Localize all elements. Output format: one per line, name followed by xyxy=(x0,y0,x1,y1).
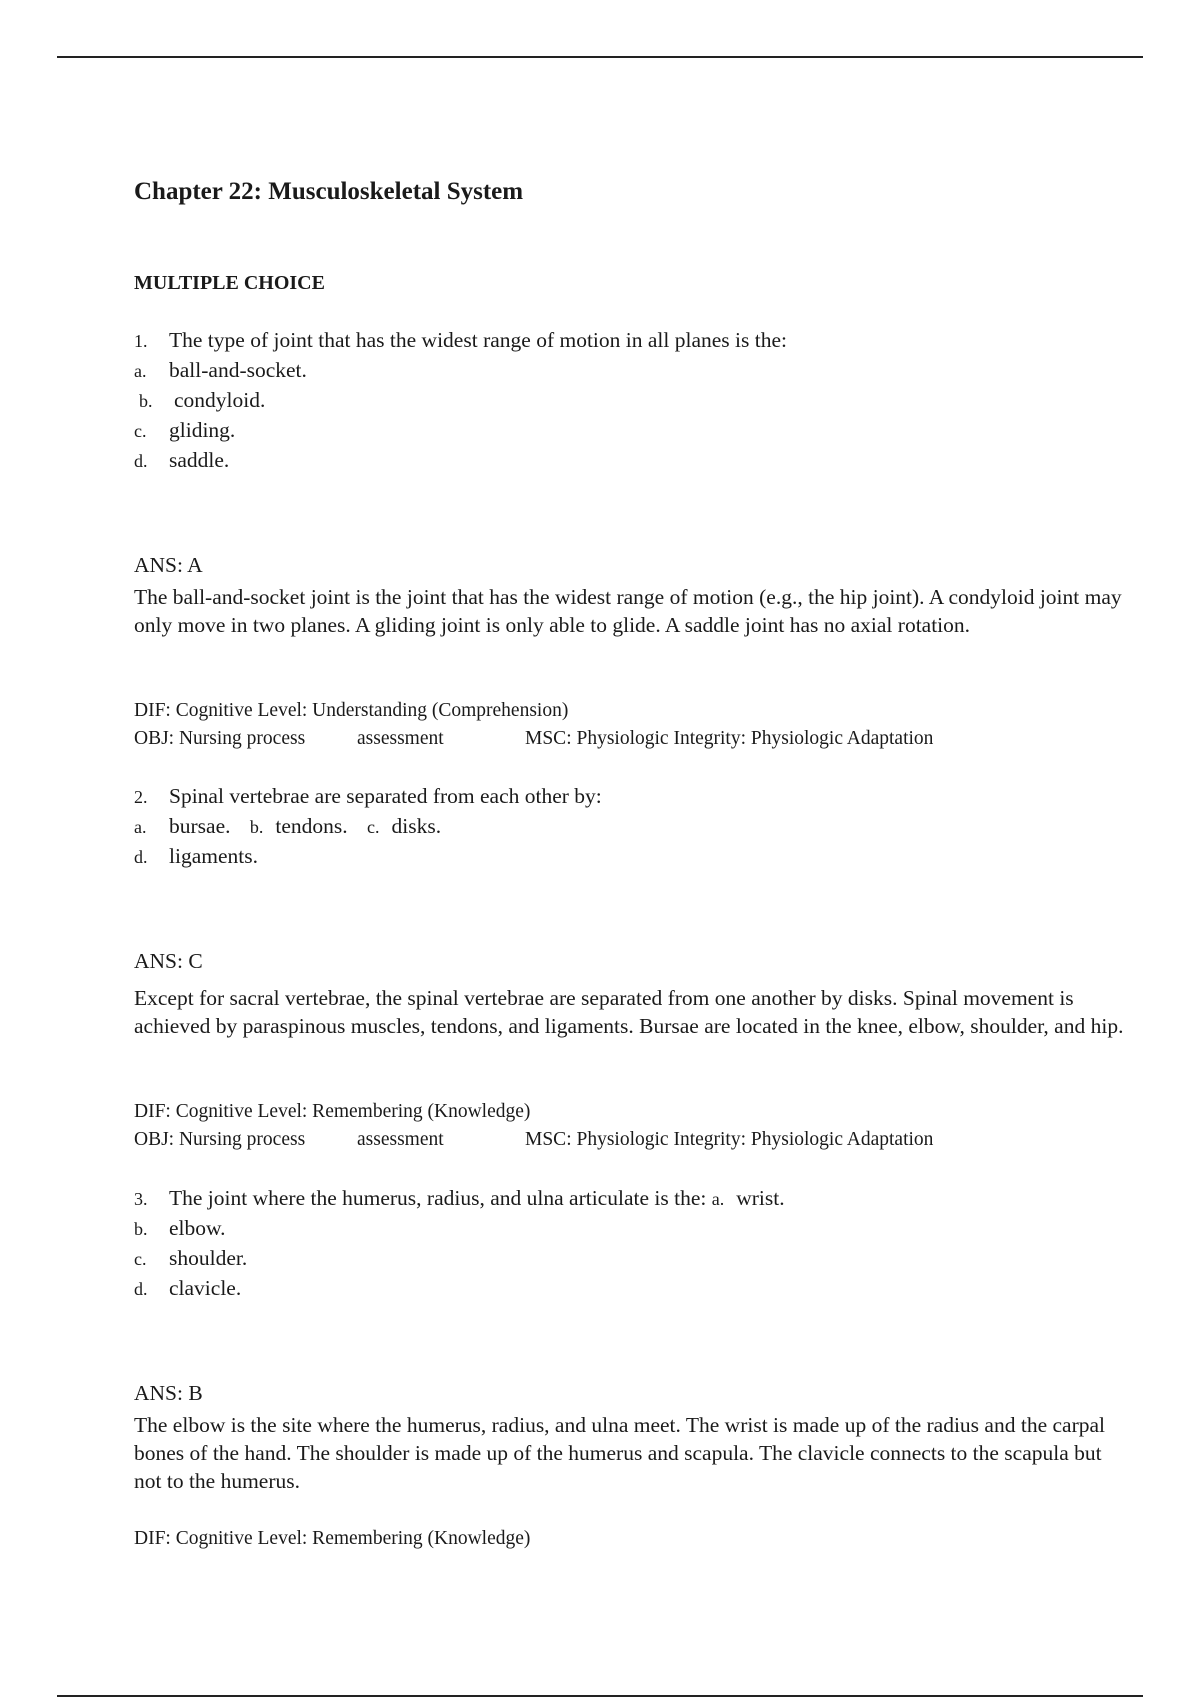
dif-2: DIF: Cognitive Level: Remembering (Knowledge) xyxy=(134,1101,531,1122)
bottom-rule xyxy=(57,1695,1143,1697)
question-3-stem: 3. The joint where the humerus, radius, and ulna articulate is the: a. wrist. xyxy=(134,1186,785,1210)
question-number: 2. xyxy=(134,787,148,807)
option-d: d. clavicle. xyxy=(134,1276,242,1300)
answer-1: ANS: A xyxy=(134,553,203,577)
obj-value-1: assessment xyxy=(357,728,444,749)
msc-1: MSC: Physiologic Integrity: Physiologic Adaptation xyxy=(525,728,934,749)
top-rule xyxy=(57,56,1143,58)
option-c: c. shoulder. xyxy=(134,1246,248,1270)
rationale-3: The elbow is the site where the humerus, radius, and ulna meet. The wrist is made up of the radius and the carpal bones of the hand. The shoulder is made up of the humerus and scapula. The clavicle connects to the scapula but not to the humerus. xyxy=(134,1413,1105,1493)
rationale-2: Except for sacral vertebrae, the spinal vertebrae are separated from one another by disks. Spinal movement is achieved by paraspinous muscles, tendons, and ligaments. Bursae are located in the knee, elbow, shoulder, and hip. xyxy=(134,986,1124,1038)
option-a: a. ball-and-socket. xyxy=(134,358,307,382)
dif-1: DIF: Cognitive Level: Understanding (Comprehension) xyxy=(134,700,569,721)
options-abc-inline: a. bursae. b. tendons. c. disks. xyxy=(134,814,442,838)
answer-2: ANS: C xyxy=(134,949,203,973)
obj-2: OBJ: Nursing process xyxy=(134,1129,306,1150)
question-2-stem: 2. Spinal vertebrae are separated from each other by: xyxy=(134,784,602,808)
question-number: 1. xyxy=(134,331,148,351)
rationale-1: The ball-and-socket joint is the joint that has the widest range of motion (e.g., the hip joint). A condyloid joint may only move in two planes. A gliding joint is only able to glide. A saddle joint has no axial rotation. xyxy=(134,585,1122,637)
option-b: b. elbow. xyxy=(134,1216,226,1240)
answer-3: ANS: B xyxy=(134,1381,203,1405)
option-d: d. ligaments. xyxy=(134,844,258,868)
question-number: 3. xyxy=(134,1189,148,1209)
obj-value-2: assessment xyxy=(357,1129,444,1150)
option-d: d. saddle. xyxy=(134,448,230,472)
dif-3: DIF: Cognitive Level: Remembering (Knowledge) xyxy=(134,1528,531,1549)
option-b: b. condyloid. xyxy=(139,388,266,412)
option-c: c. gliding. xyxy=(134,418,236,442)
msc-2: MSC: Physiologic Integrity: Physiologic Adaptation xyxy=(525,1129,934,1150)
chapter-title: Chapter 22: Musculoskeletal System xyxy=(134,178,524,205)
section-heading: MULTIPLE CHOICE xyxy=(134,272,325,294)
obj-1: OBJ: Nursing process xyxy=(134,728,306,749)
question-1-stem: 1. The type of joint that has the widest range of motion in all planes is the: xyxy=(134,328,787,352)
